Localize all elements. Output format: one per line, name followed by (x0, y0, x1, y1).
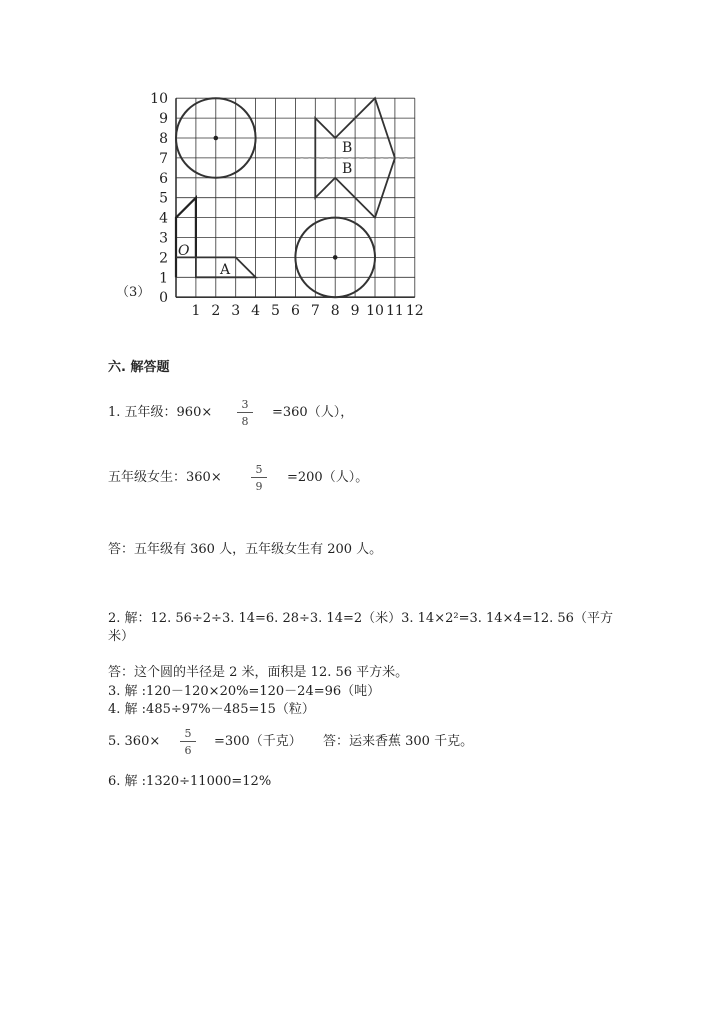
x-axis-labels (191, 303, 423, 319)
x-tick-label: 10 (366, 303, 384, 320)
x-tick-label: 8 (330, 303, 340, 320)
y-tick-label: 3 (159, 230, 168, 247)
q2-answer: 答：这个圆的半径是 2 米，面积是 12. 56 平方米。 (108, 665, 409, 680)
q1-line1-prefix: 1. 五年级：960× (108, 405, 213, 420)
y-tick-label: 9 (159, 111, 168, 128)
q6-line: 6. 解 :1320÷11000=12% (108, 774, 272, 789)
q2-line1: 2. 解：12. 56÷2÷3. 14=6. 28÷3. 14=2（米）3. 14×2²=3. 14×4=12. 56（平方 (108, 611, 613, 626)
y-tick-label: 4 (159, 210, 168, 227)
q5-prefix: 5. 360× (108, 734, 161, 749)
q5-frac-numerator: 5 (184, 727, 192, 740)
x-tick-label: 5 (271, 303, 280, 320)
x-tick-label: 3 (231, 303, 241, 320)
x-tick-label: 7 (310, 303, 320, 320)
section-title: 六. 解答题 (108, 360, 170, 375)
label-shape-a: A (220, 262, 231, 278)
grid-figure (140, 88, 440, 320)
q1-line1-frac-denominator: 8 (241, 415, 249, 428)
x-tick-label: 4 (251, 303, 261, 320)
y-tick-label: 0 (159, 290, 168, 307)
y-tick-label: 5 (159, 190, 168, 207)
q1-line1-suffix: =360（人）， (272, 405, 354, 420)
q4-line: 4. 解 :485÷97%－485=15（粒） (108, 702, 315, 717)
q2-line2: 米） (108, 629, 135, 644)
y-tick-label: 10 (150, 91, 168, 108)
y-tick-label: 6 (159, 170, 168, 187)
q1-answer: 答：五年级有 360 人，五年级女生有 200 人。 (108, 542, 383, 557)
circle-bottom-right-center (333, 255, 338, 260)
y-axis-labels (150, 91, 168, 306)
y-tick-label: 1 (159, 270, 168, 287)
q5-suffix: =300（千克） (214, 734, 302, 749)
q5-answer: 答：运来香蕉 300 千克。 (323, 734, 474, 749)
x-tick-label: 11 (385, 303, 404, 320)
q1-line2-prefix: 五年级女生：360× (108, 470, 222, 485)
x-tick-label: 2 (211, 303, 221, 320)
label-shape-b-top: B (342, 140, 353, 156)
grid-lines (176, 98, 415, 297)
x-tick-label: 1 (191, 303, 201, 320)
x-tick-label: 9 (350, 303, 360, 320)
y-tick-label: 2 (159, 250, 168, 267)
q1-line2-fraction (251, 463, 267, 493)
q5-frac-denominator: 6 (184, 744, 192, 757)
x-tick-label: 12 (405, 303, 424, 320)
q1-line2-frac-numerator: 5 (255, 463, 263, 476)
q3-line: 3. 解 :120－120×20%=120－24=96（吨） (108, 684, 381, 699)
q5-fraction (180, 727, 196, 757)
label-point-o: O (178, 243, 190, 259)
y-tick-label: 8 (159, 131, 168, 147)
q1-line2-frac-denominator: 9 (255, 480, 263, 493)
q1-line2-suffix: =200（人）。 (287, 470, 369, 485)
q1-line1-frac-numerator: 3 (241, 398, 249, 411)
figure-part-label: （3） (116, 285, 151, 300)
circle-top-left-center (214, 136, 219, 141)
q1-line1-fraction (237, 398, 253, 428)
y-tick-label: 7 (159, 150, 168, 167)
label-shape-b-bottom: B (342, 161, 353, 177)
x-tick-label: 6 (290, 303, 300, 320)
